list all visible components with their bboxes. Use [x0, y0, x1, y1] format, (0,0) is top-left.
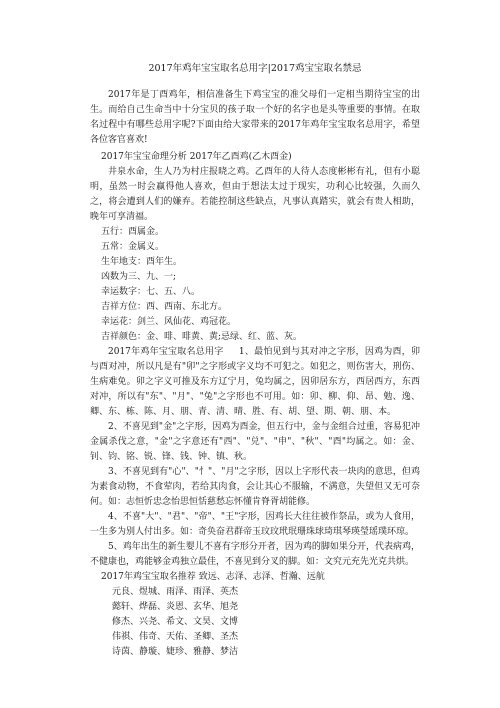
fact-line: 幸运花：剑兰、风仙花、鸡冠花。 [101, 317, 237, 327]
document-title: 2017年鸡年宝宝取名总用字|2017鸡宝宝取名禁忌 [148, 63, 362, 74]
rule-paragraph [90, 345, 420, 420]
fact-line: 凶数为三、九、一; [101, 272, 177, 282]
fact-line: 幸运数字：七、五、八。 [101, 287, 201, 297]
fact-line: 五常：金属义。 [101, 242, 165, 252]
rule-1-text: 1、最怕见到与其对冲之字形，因鸡为酉，卯与酉对冲，所以凡是有"卯"之字形或字义均不可犯之。如犯之，则伤害大，刑伤、生病难免。卯之字义可推及东方辽宁月，兔均属之，因卯居东方，西居西方，东西对冲，所以有"东"、"月"、"兔"之字形也不可用。如：卯、柳、仰、昂、勉、逸、卿、东、栋、陈、月、朋、青、清、晴、胜、有、胡、望、期、朝、朋、本。 [90, 347, 421, 417]
fact-line: 生年地支：酉年生。 [101, 257, 183, 267]
rule-paragraph: 3、不喜见到有"心"、"忄"、"月"之字形，因以上字形代表一块肉的意思，但鸡为素食动物，不食荤肉，若给其肉食，会让其心不服输，不满意，失望但又无可奈何。如：志恒忻忠念怡思恒恬慈愁忘怀懂肯脊胥胡能修。 [90, 467, 420, 507]
name-row: 修杰、兴尧、希文、文昊、文博 [112, 617, 239, 627]
analysis-paragraph: 井泉水命，生人乃为村庄报晓之鸡。乙酉年的人待人态度彬彬有礼，但有小聪明，虽然一时会赢得他人喜欢，但由于想法太过于现实，功利心比较强，久而久之，将会遭到人们的嫌弃。若能控制这些缺点，凡事认真踏实，就会有贵人相助，晚年可享清福。 [90, 167, 420, 222]
name-row: 懿轩、烨磊、炎恩、玄华、旭尧 [112, 602, 239, 612]
name-row: 伟祺、伟奇、天佑、圣卿、圣杰 [112, 632, 239, 642]
names-heading: 2017年鸡宝宝取名推荐 致远、志泽、志泽、哲瀚、远航 [101, 572, 325, 582]
rule-paragraph: 5、鸡年出生的新生婴儿不喜有字形分开者，因为鸡的脚如果分开，代表病鸡，不健康也，鸡能够金鸡独立最佳，不喜见到分叉的脚。如：文究元充先光克共烘。 [90, 542, 420, 567]
document-page [90, 62, 420, 660]
fact-line: 吉祥颜色：金、啡、啡黄、黄;忌绿、红、蓝、灰。 [101, 332, 303, 342]
name-row: 元良、煜城、雨泽、雨泽、英杰 [112, 587, 239, 597]
analysis-heading: 2017年宝宝命理分析 2017年乙酉鸡(乙木酉金) [101, 152, 292, 162]
rules-heading: 2017年鸡年宝宝取名总用字 [108, 347, 224, 357]
name-row: 诗茵、静璇、婕珍、雅静、梦洁 [112, 647, 239, 657]
rule-paragraph: 4、不喜"大"、"君"、"帝"、"王"字形，因鸡长大往往被作祭品，或为人食用，一生多为别人付出多。如：奇奂奋君群帝玉玟玟玳珉珊珠球琦琪琴瑛瑩瑶璞环琼。 [90, 512, 420, 537]
fact-line: 五行：酉属金。 [101, 227, 165, 237]
fact-line: 吉祥方位：西、西南、东北方。 [101, 302, 228, 312]
rule-paragraph: 2、不喜见到"金"之字形，因鸡为酉金，但五行中，金与金组合过重，容易犯冲金属杀伐之意，"金"之字意还有"西"、"兑"、"申"、"秋"、"酉"均属之。如：金、钊、钧、铭、锐、锋、钱、钟、镇、秋。 [90, 422, 420, 462]
intro-paragraph: 2017年是丁酉鸡年，相信准备生下鸡宝宝的准父母们一定相当期待宝宝的出生。而给自己生命当中十分宝贝的孩子取一个好的名字也是头等重要的事情。在取名过程中有哪些总用字呢?下面由给大家带来的2017年鸡年宝宝取名总用字，希望各位客官喜欢! [90, 90, 420, 145]
